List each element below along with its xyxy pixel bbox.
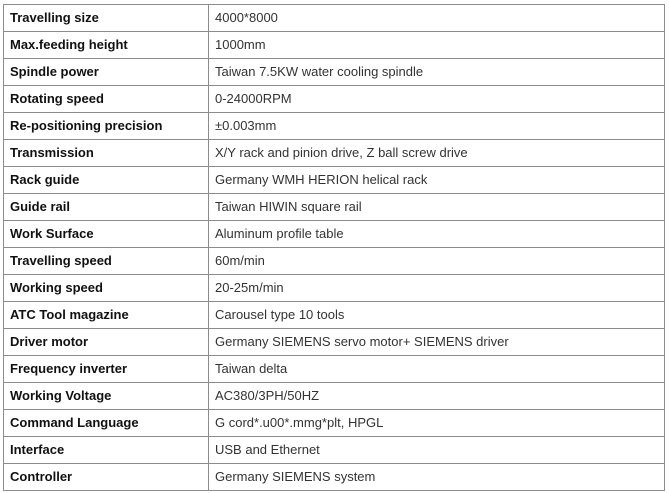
spec-label: Rack guide <box>4 167 209 194</box>
table-row <box>4 32 665 59</box>
table-row <box>4 329 665 356</box>
spec-label: Frequency inverter <box>4 356 209 383</box>
spec-label: Driver motor <box>4 329 209 356</box>
spec-value: 4000*8000 <box>209 5 665 32</box>
spec-label: Working speed <box>4 275 209 302</box>
table-row <box>4 194 665 221</box>
spec-value: Germany WMH HERION helical rack <box>209 167 665 194</box>
spec-value: USB and Ethernet <box>209 437 665 464</box>
spec-value: 0-24000RPM <box>209 86 665 113</box>
spec-label: Re-positioning precision <box>4 113 209 140</box>
table-row <box>4 410 665 437</box>
spec-label: Travelling speed <box>4 248 209 275</box>
spec-label: Working Voltage <box>4 383 209 410</box>
spec-label: Rotating speed <box>4 86 209 113</box>
spec-value: Aluminum profile table <box>209 221 665 248</box>
table-row <box>4 5 665 32</box>
spec-label: Max.feeding height <box>4 32 209 59</box>
table-row <box>4 59 665 86</box>
table-row <box>4 302 665 329</box>
spec-value: G cord*.u00*.mmg*plt, HPGL <box>209 410 665 437</box>
table-row <box>4 383 665 410</box>
table-row <box>4 275 665 302</box>
spec-value: Germany SIEMENS system <box>209 464 665 491</box>
spec-value: Taiwan 7.5KW water cooling spindle <box>209 59 665 86</box>
spec-label: Controller <box>4 464 209 491</box>
spec-value: ±0.003mm <box>209 113 665 140</box>
table-row <box>4 437 665 464</box>
spec-label: Transmission <box>4 140 209 167</box>
table-row <box>4 140 665 167</box>
spec-value: AC380/3PH/50HZ <box>209 383 665 410</box>
spec-value: 1000mm <box>209 32 665 59</box>
spec-label: Interface <box>4 437 209 464</box>
table-row <box>4 221 665 248</box>
spec-table-body <box>4 5 665 491</box>
spec-table <box>3 4 665 491</box>
spec-label: Travelling size <box>4 5 209 32</box>
spec-value: 60m/min <box>209 248 665 275</box>
spec-label: ATC Tool magazine <box>4 302 209 329</box>
spec-label: Guide rail <box>4 194 209 221</box>
table-row <box>4 248 665 275</box>
spec-value: Carousel type 10 tools <box>209 302 665 329</box>
spec-label: Spindle power <box>4 59 209 86</box>
spec-value: 20-25m/min <box>209 275 665 302</box>
table-row <box>4 167 665 194</box>
spec-value: Taiwan HIWIN square rail <box>209 194 665 221</box>
spec-label: Command Language <box>4 410 209 437</box>
spec-value: Germany SIEMENS servo motor+ SIEMENS driver <box>209 329 665 356</box>
spec-value: Taiwan delta <box>209 356 665 383</box>
table-row <box>4 113 665 140</box>
spec-label: Work Surface <box>4 221 209 248</box>
table-row <box>4 356 665 383</box>
spec-value: X/Y rack and pinion drive, Z ball screw drive <box>209 140 665 167</box>
table-row <box>4 86 665 113</box>
table-row <box>4 464 665 491</box>
